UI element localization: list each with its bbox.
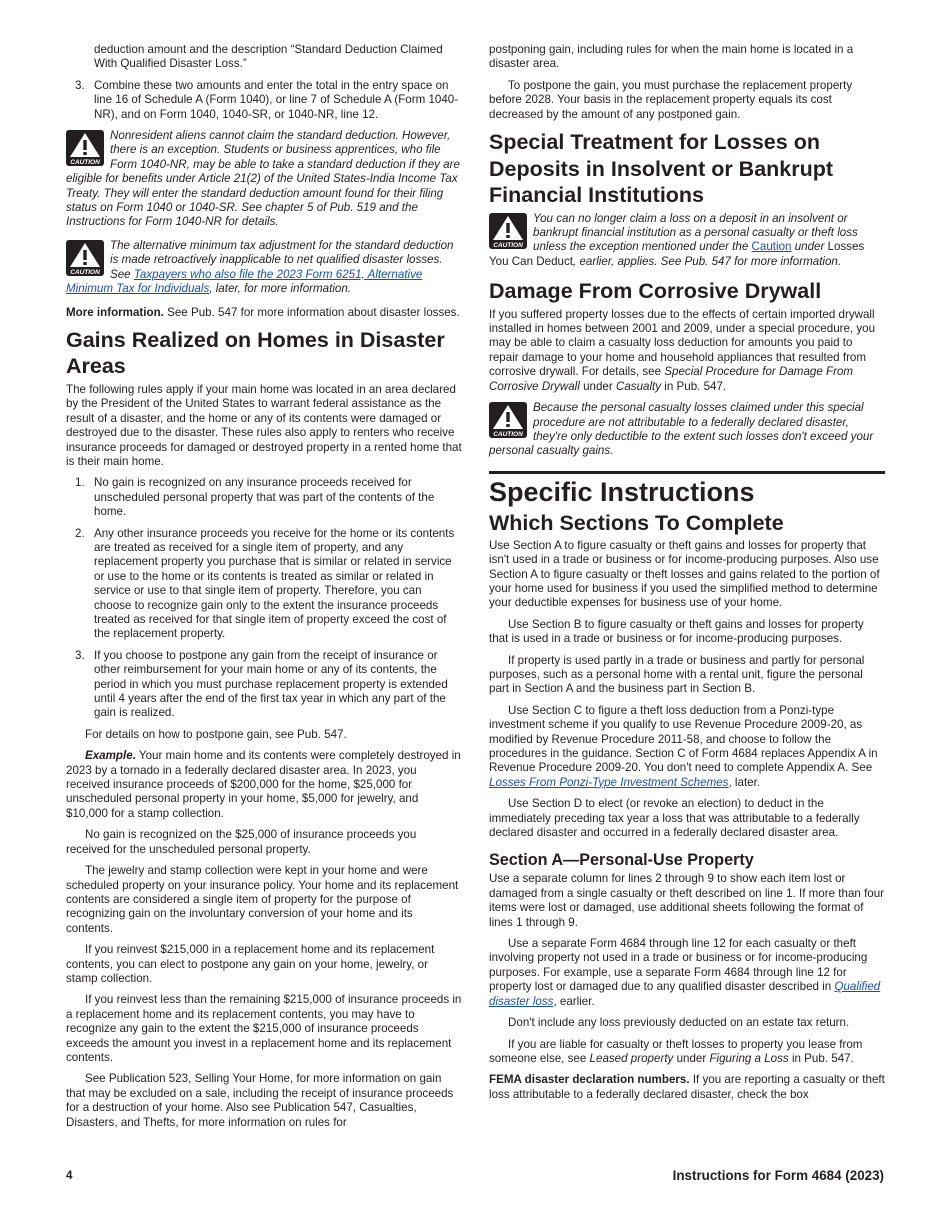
heading-corrosive-drywall: Damage From Corrosive Drywall: [489, 279, 822, 304]
section-divider: [489, 471, 885, 474]
section-b-paragraph: Use Section B to figure casualty or theft gains and losses for property that is used in a trade or business or for income-producing purposes.: [489, 617, 864, 646]
svg-text:CAUTION: CAUTION: [493, 241, 523, 249]
link-ponzi-schemes[interactable]: Losses From Ponzi-Type Investment Schemes: [489, 775, 729, 789]
no-gain-paragraph: No gain is recognized on the $25,000 of insurance proceeds you received for the unscheduled personal property.: [66, 828, 417, 856]
heading-special-treatment: Special Treatment for Losses on Deposits in Insolvent or Bankrupt Financial Institutions: [489, 130, 834, 208]
pub-523-paragraph: See Publication 523, Selling Your Home, for more information on gain that may be excluded on a sale, including the receipt of insurance proceeds for a destruction of your home. Also see Publication 547, Casualties, Disasters, and Thefts, for more information on rules for: [66, 1072, 454, 1129]
caution-icon: [66, 130, 104, 166]
svg-text:CAUTION: CAUTION: [493, 431, 523, 439]
svg-text:CAUTION: CAUTION: [70, 268, 100, 276]
more-information-paragraph: More information. See Pub. 547 for more information about disaster losses.: [66, 305, 460, 319]
list-item: 1. No gain is recognized on any insurance proceeds received for unscheduled personal property that was part of the contents of the home.: [75, 476, 435, 519]
reinvest-less-paragraph: If you reinvest less than the remaining $215,000 of insurance proceeds in a replacement home and its replacement contents, you may have to recognize any gain to the extent the $215,000 of insurance proceeds exceeds the amount you invest in a replacement home and its replacement contents.: [66, 993, 462, 1064]
link-caution[interactable]: Caution: [751, 240, 792, 254]
partly-used-paragraph: If property is used partly in a trade or business and partly for personal purposes, such as a personal home with a rental unit, figure the personal part in Section A and the business part in Section B.: [489, 653, 865, 696]
heading-which-sections: Which Sections To Complete: [489, 510, 784, 535]
caution-note-nonresident: [66, 129, 462, 230]
left-column: [66, 43, 462, 1137]
caution-note-drywall: [489, 401, 885, 459]
page-number: 4: [66, 1169, 73, 1182]
caution-icon: [489, 402, 527, 438]
fema-paragraph: FEMA disaster declaration numbers. If you are reporting a casualty or theft loss attributable to a federally declared disaster, check the box: [489, 1073, 885, 1101]
caution-icon: [489, 213, 527, 249]
list-item: 2. Any other insurance proceeds you receive for the home or its contents are treated as received for a single item of property, and any replacement property you purchase that is similar or related in service or use to the home or its contents is treated as similar or related in service or use to that single item of property. Therefore, you can choose to recognize gain only to the extent the insurance proceeds treated as received for that single item of property exceed the cost of the replacement property.: [75, 526, 455, 641]
caution-note-deposits: CAUTION You can no longer claim a loss on a deposit in an insolvent or bankrupt financial institution as a personal casualty or theft loss unless the exception mentioned under the Caution under Losses You Can Deduct, earlier, applies. See Pub. 547 for more information.: [489, 211, 865, 268]
caution-icon: [66, 240, 104, 276]
leased-property-paragraph: If you are liable for casualty or theft losses to property you lease from someone else, see Leased property under Figuring a Loss in Pub. 547.: [489, 1037, 863, 1065]
list-number: 3.: [75, 78, 85, 92]
section-a-paragraph: Use Section A to figure casualty or theft gains and losses for property that isn't used in a trade or business or for income-producing purposes. Also use Section A to figure casualty or theft losses and gains related to the portion of your home used for business if you used the simplified method to determine your deductible expenses for business use of your home.: [489, 538, 880, 610]
caution-text: Nonresident aliens cannot claim the standard deduction. However, there is an exception. Students or business apprentices, who file Form 1040-NR, may be able to take a standard deduction if they are eligible for benefits under Article 21(2) of the United States-India Income Tax Treaty. They will enter the standard deduction amount found for their filing status on Form 1040 or 1040-SR. See chapter 5 of Pub. 519 and the Instructions for Form 1040-NR for details.: [66, 129, 460, 229]
list-item: [66, 79, 462, 122]
separate-column-paragraph: Use a separate column for lines 2 through 9 to show each item lost or damaged from a single casualty or theft described on line 1. If more than four items were lost or damaged, use additional sheets following the format of lines 1 through 9.: [489, 872, 885, 929]
drywall-paragraph: If you suffered property losses due to the effects of certain imported drywall installed in homes between 2001 and 2009, under a special procedure, you may be able to claim a casualty loss deduction for amounts you paid to repair damage to your home and household appliances that resulted from corrosive drywall. For details, see Special Procedure for Damage From Corrosive Drywall under Casualty in Pub. 547.: [489, 307, 876, 393]
link-taxpayers-form-6251[interactable]: Taxpayers who also file the 2023 Form 6251, Alternative Minimum Tax for Individuals: [66, 267, 423, 296]
heading-section-a-personal-use: Section A—Personal-Use Property: [489, 851, 754, 870]
jewelry-paragraph: The jewelry and stamp collection were kept in your home and were scheduled property on your insurance policy. Your home and its replacement contents are considered a single item of property for the purpose of recognizing gain on the involuntary conversion of your home and its contents.: [66, 864, 459, 935]
right-column: [489, 43, 885, 1109]
heading-specific-instructions: Specific Instructions: [489, 476, 755, 507]
postpone-details-paragraph: For details on how to postpone gain, see Pub. 547.: [85, 727, 347, 741]
caution-note-amt: CAUTION The alternative minimum tax adjustment for the standard deduction is made retroactively inapplicable to net qualified disaster losses. See Taxpayers who also file the 2023 Form 6251, Alternative Minimum Tax for Individuals, later, for more information.: [66, 238, 454, 296]
continued-paragraph: postponing gain, including rules for when the main home is located in a disaster area.: [489, 43, 854, 71]
list-continuation: deduction amount and the description “Standard Deduction Claimed With Qualified Disaster Loss.”: [94, 43, 443, 71]
list-item: 3. If you choose to postpone any gain from the receipt of insurance or other reimbursement for your main home or any of its contents, the period in which you must purchase replacement property is extended until 4 years after the end of the first tax year in which any part of the gain is realized.: [75, 648, 448, 720]
gains-intro-paragraph: The following rules apply if your main home was located in an area declared by the President of the United States to warrant federal assistance as the result of a disaster, and the home or any of its contents were damaged or destroyed due to the disaster. These rules also apply to renters who receive insurance proceeds for damaged or destroyed property in a rented home that is their main home.: [66, 382, 462, 468]
svg-text:CAUTION: CAUTION: [70, 159, 100, 167]
deduction-steps-list: [66, 79, 462, 122]
caution-text: Because the personal casualty losses claimed under this special procedure are not attributable to a federally declared disaster, they're only deductible to the extent such losses don't exceed your personal casualty gains.: [489, 401, 874, 458]
link-qualified-disaster-loss[interactable]: Qualified disaster loss: [489, 980, 881, 1008]
list-text: Combine these two amounts and enter the total in the entry space on line 16 of Schedule A (Form 1040), or line 7 of Schedule A (Form 1040-NR), and on Form 1040, 1040-SR, or 1040-NR, line 12.: [94, 78, 459, 121]
estate-tax-paragraph: Don't include any loss previously deducted on an estate tax return.: [508, 1016, 850, 1030]
reinvest-paragraph: If you reinvest $215,000 in a replacement home and its replacement contents, you can elect to postpone any gain on your home, jewelry, or stamp collection.: [66, 943, 435, 985]
section-d-paragraph: Use Section D to elect (or revoke an election) to deduct in the immediately preceding tax year a loss that was attributable to a federally declared disaster and occurred in a federally declared disaster area.: [489, 797, 860, 840]
section-c-paragraph: Use Section C to figure a theft loss deduction from a Ponzi-type investment scheme if you qualify to use Revenue Procedure 2009-20, as modified by Revenue Procedure 2011-58, and choose to follow the procedures in the guidance. Section C of Form 4684 replaces Appendix A in Revenue Procedure 2009-20. You don't need to complete Appendix A. See Losses From Ponzi-Type Investment Schemes, later.: [489, 703, 878, 789]
footer-title: Instructions for Form 4684 (2023): [672, 1168, 884, 1183]
separate-form-paragraph: Use a separate Form 4684 through line 12 for each casualty or theft involving property not used in a trade or business or for income-producing purposes. For example, use a separate Form 4684 through line 12 for property lost or damaged due to any qualified disaster described in Qualified disaster loss, earlier.: [489, 937, 881, 1008]
postpone-paragraph: To postpone the gain, you must purchase the replacement property before 2028. Your basis in the replacement property equals its cost decreased by the amount of any postponed gain.: [489, 78, 853, 121]
example-paragraph: Example. Your main home and its contents were completely destroyed in 2023 by a tornado in a federally declared disaster area. In 2023, you received insurance proceeds of $200,000 for the home, $25,000 for unscheduled personal property in your home, $5,000 for jewelry, and $10,000 for a stamp collection.: [66, 749, 461, 820]
gains-rules-list: [66, 476, 462, 721]
heading-gains-realized: Gains Realized on Homes in Disaster Areas: [66, 327, 445, 379]
